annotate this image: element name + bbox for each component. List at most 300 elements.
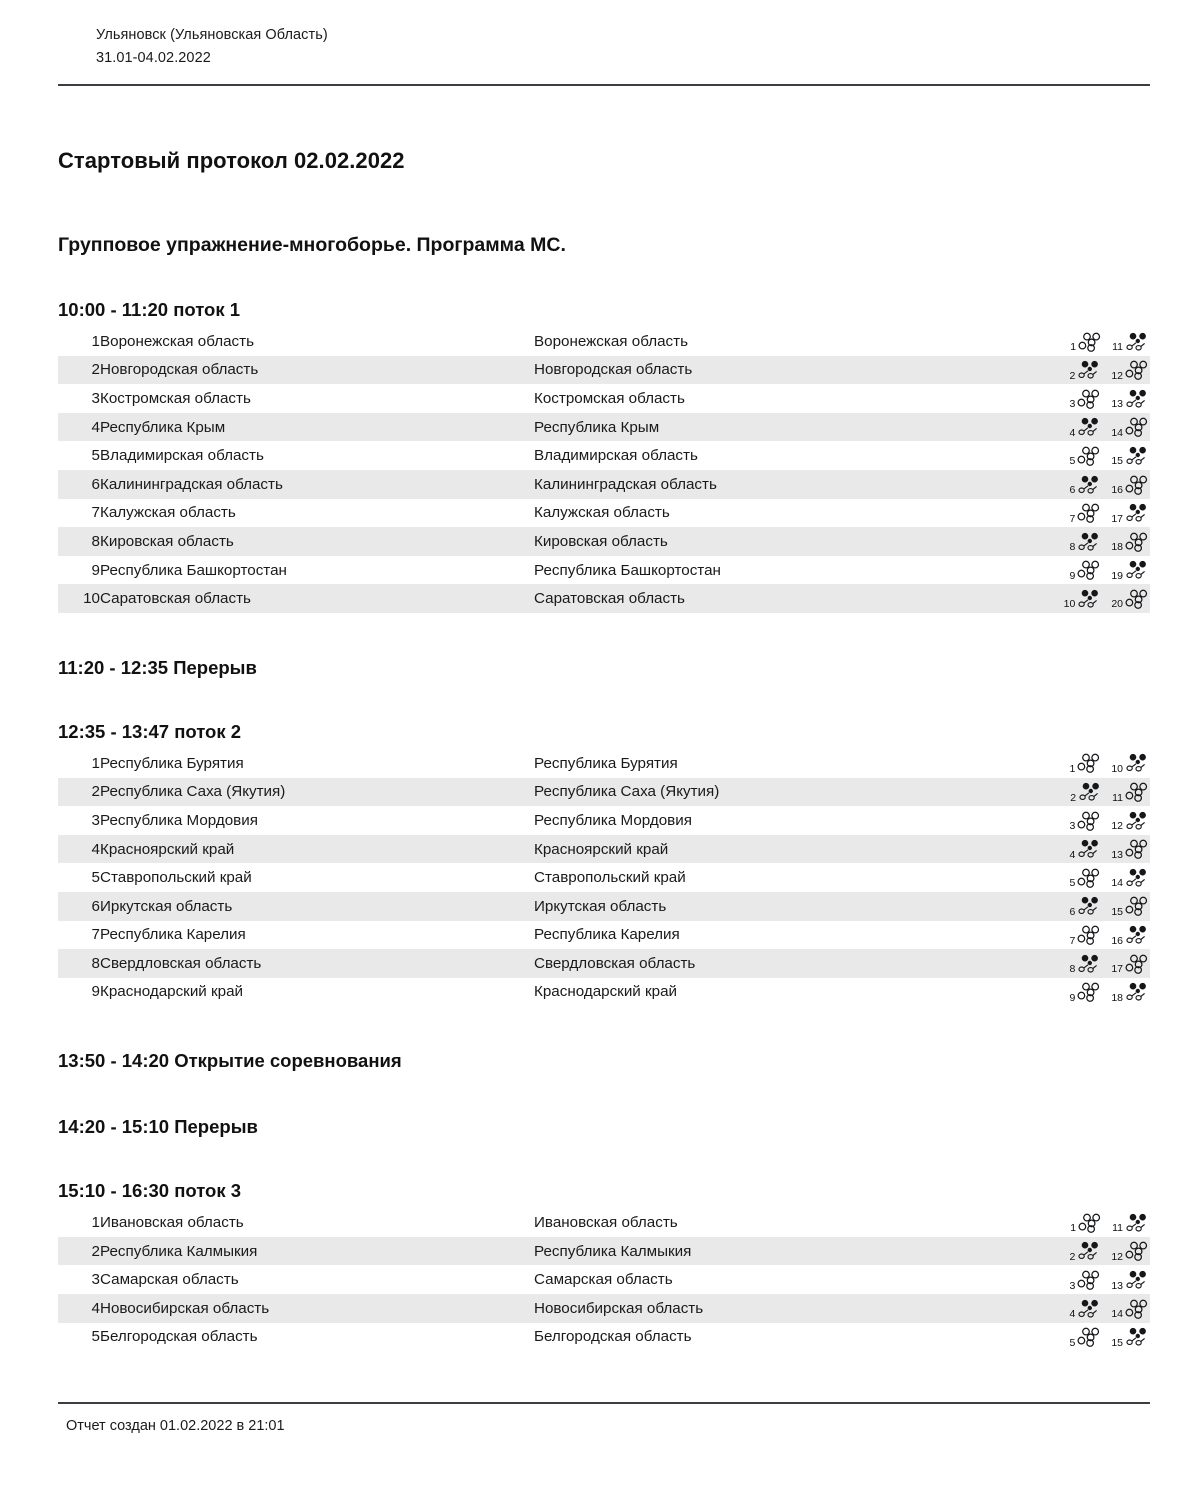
apparatus-order-number: 17: [1111, 512, 1123, 525]
row-order-number: 1: [91, 332, 100, 350]
row-order-number: 2: [91, 1242, 100, 1260]
balls-apparatus-icon: [1124, 896, 1150, 918]
clubs-apparatus-icon: [1077, 782, 1103, 804]
row-region-name: Краснодарский край: [534, 983, 678, 1001]
apparatus-slot: [1069, 868, 1102, 890]
apparatus-order-number: 1: [1069, 762, 1076, 775]
startlist-table-flow-1: [58, 327, 1150, 613]
row-team-name: Республика Калмыкия: [100, 1242, 258, 1260]
apparatus-order-number: 4: [1069, 1308, 1076, 1321]
apparatus-order-number: 5: [1069, 877, 1076, 890]
row-team-name: Ивановская область: [100, 1214, 244, 1232]
row-region-name: Красноярский край: [534, 840, 669, 858]
row-team-name: Свердловская область: [100, 954, 262, 972]
row-order-number: 9: [91, 983, 100, 1001]
apparatus-slot: [1070, 1213, 1103, 1235]
apparatus-slot: [1111, 446, 1150, 468]
apparatus-slot: [1069, 475, 1102, 497]
apparatus-group: [1064, 585, 1150, 611]
row-apparatus-cell: [964, 921, 1150, 950]
clubs-apparatus-icon: [1076, 954, 1102, 976]
apparatus-slot: [1069, 389, 1102, 411]
apparatus-order-number: 16: [1111, 484, 1123, 497]
row-order-number: 8: [91, 954, 100, 972]
clubs-apparatus-icon: [1124, 753, 1150, 775]
row-apparatus-cell: [964, 749, 1150, 778]
header-divider: [58, 84, 1150, 86]
table-row: [58, 1208, 1150, 1237]
balls-apparatus-icon: [1124, 782, 1150, 804]
row-order-number: 10: [83, 590, 100, 608]
table-row: [58, 441, 1150, 470]
clubs-apparatus-icon: [1124, 1213, 1150, 1235]
apparatus-slot: [1069, 532, 1102, 554]
row-region-name: Белгородская область: [534, 1328, 692, 1346]
apparatus-slot: [1064, 589, 1103, 611]
row-team-name: Костромская область: [100, 389, 251, 407]
apparatus-slot: [1112, 1213, 1150, 1235]
clubs-apparatus-icon: [1076, 532, 1102, 554]
apparatus-order-number: 19: [1111, 569, 1123, 582]
apparatus-group: [1069, 442, 1150, 468]
table-row: [58, 470, 1150, 499]
balls-apparatus-icon: [1124, 1241, 1150, 1263]
apparatus-group: [1069, 749, 1150, 775]
row-team-name: Иркутская область: [100, 897, 233, 915]
apparatus-group: [1069, 892, 1150, 918]
balls-apparatus-icon: [1124, 839, 1150, 861]
balls-apparatus-icon: [1076, 560, 1102, 582]
apparatus-order-number: 9: [1069, 569, 1076, 582]
table-row: [58, 778, 1150, 807]
clubs-apparatus-icon: [1124, 1270, 1150, 1292]
apparatus-slot: [1111, 925, 1150, 947]
apparatus-order-number: 4: [1069, 848, 1076, 861]
balls-apparatus-icon: [1077, 1213, 1103, 1235]
clubs-apparatus-icon: [1124, 811, 1150, 833]
apparatus-slot: [1069, 982, 1102, 1004]
row-region-name: Ивановская область: [534, 1214, 678, 1232]
row-team-name: Саратовская область: [100, 590, 251, 608]
document-header: [0, 0, 1188, 70]
clubs-apparatus-icon: [1124, 332, 1150, 354]
apparatus-group: [1069, 835, 1150, 861]
balls-apparatus-icon: [1076, 982, 1102, 1004]
apparatus-slot: [1111, 417, 1150, 439]
apparatus-group: [1069, 1323, 1150, 1349]
row-apparatus-cell: [964, 470, 1150, 499]
apparatus-slot: [1111, 1270, 1150, 1292]
row-region-name: Республика Башкортостан: [534, 561, 721, 579]
table-row: [58, 806, 1150, 835]
apparatus-group: [1069, 1266, 1150, 1292]
apparatus-order-number: 18: [1111, 541, 1123, 554]
row-order-number: 8: [91, 532, 100, 550]
apparatus-slot: [1111, 532, 1150, 554]
apparatus-order-number: 3: [1069, 398, 1076, 411]
break-heading-opening: 13:50 - 14:20 Открытие соревнования: [58, 1050, 402, 1072]
row-apparatus-cell: [964, 1237, 1150, 1266]
apparatus-order-number: 6: [1069, 484, 1076, 497]
apparatus-slot: [1111, 389, 1150, 411]
apparatus-order-number: 7: [1069, 934, 1076, 947]
row-team-name: Новгородская область: [100, 361, 259, 379]
table-row: [58, 1323, 1150, 1352]
balls-apparatus-icon: [1076, 753, 1102, 775]
row-apparatus-cell: [964, 584, 1150, 613]
apparatus-slot: [1111, 954, 1150, 976]
clubs-apparatus-icon: [1124, 925, 1150, 947]
apparatus-group: [1069, 921, 1150, 947]
apparatus-order-number: 13: [1111, 848, 1123, 861]
row-apparatus-cell: [964, 863, 1150, 892]
balls-apparatus-icon: [1124, 1299, 1150, 1321]
apparatus-slot: [1069, 560, 1102, 582]
row-team-name: Краснодарский край: [100, 983, 244, 1001]
balls-apparatus-icon: [1076, 1270, 1102, 1292]
row-apparatus-cell: [964, 806, 1150, 835]
table-row: [58, 1294, 1150, 1323]
balls-apparatus-icon: [1124, 417, 1150, 439]
row-team-name: Республика Бурятия: [100, 754, 244, 772]
apparatus-order-number: 8: [1069, 541, 1076, 554]
table-row: [58, 1237, 1150, 1266]
clubs-apparatus-icon: [1076, 839, 1102, 861]
row-region-name: Республика Мордовия: [534, 811, 692, 829]
apparatus-order-number: 2: [1069, 1250, 1076, 1263]
discipline-title: Групповое упражнение-многоборье. Программа МС.: [58, 234, 566, 256]
clubs-apparatus-icon: [1124, 446, 1150, 468]
apparatus-slot: [1069, 446, 1102, 468]
apparatus-group: [1069, 1237, 1150, 1263]
row-apparatus-cell: [964, 356, 1150, 385]
row-team-name: Белгородская область: [100, 1328, 258, 1346]
clubs-apparatus-icon: [1076, 475, 1102, 497]
apparatus-order-number: 14: [1111, 426, 1123, 439]
row-region-name: Республика Карелия: [534, 926, 680, 944]
row-apparatus-cell: [964, 1208, 1150, 1237]
apparatus-order-number: 13: [1111, 398, 1123, 411]
apparatus-order-number: 3: [1069, 820, 1076, 833]
row-region-name: Кировская область: [534, 532, 668, 550]
row-apparatus-cell: [964, 556, 1150, 585]
clubs-apparatus-icon: [1124, 503, 1150, 525]
row-region-name: Новосибирская область: [534, 1299, 704, 1317]
row-order-number: 7: [91, 504, 100, 522]
apparatus-group: [1069, 499, 1150, 525]
apparatus-order-number: 16: [1111, 934, 1123, 947]
table-row: [58, 835, 1150, 864]
balls-apparatus-icon: [1076, 925, 1102, 947]
startlist-table-flow-2: [58, 749, 1150, 1006]
row-apparatus-cell: [964, 527, 1150, 556]
apparatus-slot: [1111, 589, 1150, 611]
table-row: [58, 863, 1150, 892]
row-order-number: 3: [91, 1271, 100, 1289]
row-apparatus-cell: [964, 1265, 1150, 1294]
apparatus-slot: [1111, 560, 1150, 582]
row-order-number: 2: [91, 783, 100, 801]
row-team-name: Самарская область: [100, 1271, 239, 1289]
flow-heading-flow-2: 12:35 - 13:47 поток 2: [58, 720, 242, 742]
apparatus-slot: [1111, 1241, 1150, 1263]
balls-apparatus-icon: [1076, 868, 1102, 890]
footer-generated-text: Отчет создан 01.02.2022 в 21:01: [66, 1418, 285, 1434]
apparatus-slot: [1111, 868, 1150, 890]
clubs-apparatus-icon: [1076, 589, 1102, 611]
balls-apparatus-icon: [1076, 811, 1102, 833]
row-apparatus-cell: [964, 499, 1150, 528]
clubs-apparatus-icon: [1076, 1241, 1102, 1263]
apparatus-order-number: 10: [1063, 598, 1076, 611]
row-team-name: Калининградская область: [100, 475, 283, 493]
row-team-name: Красноярский край: [100, 840, 235, 858]
row-order-number: 5: [91, 869, 100, 887]
apparatus-slot: [1069, 753, 1102, 775]
balls-apparatus-icon: [1077, 332, 1103, 354]
flow-heading-flow-3: 15:10 - 16:30 поток 3: [58, 1180, 242, 1202]
table-row: [58, 892, 1150, 921]
apparatus-slot: [1111, 1327, 1150, 1349]
apparatus-order-number: 6: [1069, 905, 1076, 918]
clubs-apparatus-icon: [1076, 1299, 1102, 1321]
row-team-name: Республика Карелия: [100, 926, 246, 944]
row-team-name: Калужская область: [100, 504, 236, 522]
apparatus-slot: [1069, 1270, 1102, 1292]
apparatus-order-number: 11: [1112, 341, 1123, 354]
apparatus-group: [1069, 807, 1150, 833]
row-order-number: 3: [91, 389, 100, 407]
balls-apparatus-icon: [1076, 503, 1102, 525]
apparatus-slot: [1111, 475, 1150, 497]
table-row: [58, 584, 1150, 613]
apparatus-order-number: 12: [1111, 820, 1123, 833]
balls-apparatus-icon: [1124, 532, 1150, 554]
row-team-name: Ставропольский край: [100, 869, 252, 887]
apparatus-order-number: 5: [1069, 455, 1076, 468]
table-row: [58, 527, 1150, 556]
apparatus-order-number: 1: [1070, 1222, 1077, 1235]
row-team-name: Республика Башкортостан: [100, 561, 287, 579]
apparatus-order-number: 18: [1111, 991, 1123, 1004]
apparatus-group: [1070, 778, 1150, 804]
row-order-number: 1: [91, 1214, 100, 1232]
apparatus-order-number: 12: [1111, 1250, 1123, 1263]
balls-apparatus-icon: [1076, 446, 1102, 468]
table-row: [58, 356, 1150, 385]
schedule-container: [58, 299, 1150, 1351]
row-team-name: Новосибирская область: [100, 1299, 270, 1317]
apparatus-group: [1069, 864, 1150, 890]
clubs-apparatus-icon: [1124, 389, 1150, 411]
clubs-apparatus-icon: [1124, 560, 1150, 582]
row-order-number: 4: [91, 418, 100, 436]
apparatus-order-number: 11: [1112, 1222, 1123, 1235]
apparatus-slot: [1111, 982, 1150, 1004]
apparatus-slot: [1069, 954, 1102, 976]
row-order-number: 2: [91, 361, 100, 379]
row-region-name: Новгородская область: [534, 361, 693, 379]
apparatus-slot: [1111, 1299, 1150, 1321]
table-row: [58, 556, 1150, 585]
apparatus-slot: [1069, 1299, 1102, 1321]
apparatus-order-number: 10: [1111, 762, 1123, 775]
apparatus-slot: [1070, 332, 1103, 354]
apparatus-slot: [1069, 811, 1102, 833]
row-apparatus-cell: [964, 413, 1150, 442]
break-heading-break-2: 14:20 - 15:10 Перерыв: [58, 1116, 258, 1138]
row-order-number: 4: [91, 840, 100, 858]
balls-apparatus-icon: [1124, 360, 1150, 382]
row-apparatus-cell: [964, 327, 1150, 356]
row-region-name: Саратовская область: [534, 590, 685, 608]
row-order-number: 3: [91, 811, 100, 829]
apparatus-group: [1070, 1209, 1150, 1235]
apparatus-slot: [1069, 417, 1102, 439]
row-apparatus-cell: [964, 1294, 1150, 1323]
row-region-name: Свердловская область: [534, 954, 696, 972]
apparatus-order-number: 7: [1069, 512, 1076, 525]
startlist-table-flow-3: [58, 1208, 1150, 1351]
apparatus-group: [1070, 328, 1150, 354]
row-team-name: Республика Крым: [100, 418, 226, 436]
balls-apparatus-icon: [1124, 589, 1150, 611]
apparatus-group: [1069, 950, 1150, 976]
apparatus-slot: [1069, 925, 1102, 947]
apparatus-order-number: 14: [1111, 877, 1123, 890]
clubs-apparatus-icon: [1124, 982, 1150, 1004]
apparatus-order-number: 9: [1069, 991, 1076, 1004]
apparatus-group: [1069, 471, 1150, 497]
row-region-name: Костромская область: [534, 389, 685, 407]
row-apparatus-cell: [964, 778, 1150, 807]
row-order-number: 1: [91, 754, 100, 772]
row-region-name: Воронежская область: [534, 332, 688, 350]
table-row: [58, 949, 1150, 978]
apparatus-order-number: 2: [1070, 791, 1077, 804]
apparatus-group: [1069, 413, 1150, 439]
clubs-apparatus-icon: [1076, 896, 1102, 918]
row-apparatus-cell: [964, 384, 1150, 413]
balls-apparatus-icon: [1076, 1327, 1102, 1349]
page-title: Стартовый протокол 02.02.2022: [58, 148, 405, 173]
row-region-name: Республика Калмыкия: [534, 1242, 692, 1260]
apparatus-order-number: 17: [1111, 963, 1123, 976]
row-order-number: 5: [91, 1328, 100, 1346]
balls-apparatus-icon: [1124, 954, 1150, 976]
row-region-name: Ставропольский край: [534, 869, 686, 887]
apparatus-group: [1069, 556, 1150, 582]
apparatus-order-number: 1: [1070, 341, 1077, 354]
apparatus-order-number: 20: [1111, 598, 1123, 611]
break-heading-break-1: 11:20 - 12:35 Перерыв: [58, 656, 257, 678]
clubs-apparatus-icon: [1124, 1327, 1150, 1349]
flow-heading-flow-1: 10:00 - 11:20 поток 1: [58, 299, 241, 320]
row-apparatus-cell: [964, 1323, 1150, 1352]
row-apparatus-cell: [964, 978, 1150, 1007]
table-row: [58, 1265, 1150, 1294]
row-apparatus-cell: [964, 835, 1150, 864]
apparatus-order-number: 8: [1069, 963, 1076, 976]
row-region-name: Самарская область: [534, 1271, 673, 1289]
apparatus-slot: [1111, 360, 1150, 382]
clubs-apparatus-icon: [1124, 868, 1150, 890]
apparatus-slot: [1070, 782, 1103, 804]
row-order-number: 4: [91, 1299, 100, 1317]
apparatus-order-number: 12: [1111, 369, 1123, 382]
apparatus-order-number: 15: [1111, 1336, 1123, 1349]
row-apparatus-cell: [964, 949, 1150, 978]
clubs-apparatus-icon: [1076, 360, 1102, 382]
row-apparatus-cell: [964, 441, 1150, 470]
apparatus-order-number: 4: [1069, 426, 1076, 439]
table-row: [58, 384, 1150, 413]
apparatus-slot: [1069, 360, 1102, 382]
row-team-name: Республика Мордовия: [100, 811, 258, 829]
apparatus-slot: [1069, 839, 1102, 861]
apparatus-order-number: 11: [1112, 791, 1123, 804]
balls-apparatus-icon: [1124, 475, 1150, 497]
apparatus-slot: [1069, 503, 1102, 525]
clubs-apparatus-icon: [1076, 417, 1102, 439]
table-row: [58, 749, 1150, 778]
row-region-name: Владимирская область: [534, 447, 698, 465]
apparatus-slot: [1069, 896, 1102, 918]
row-order-number: 7: [91, 926, 100, 944]
row-order-number: 9: [91, 561, 100, 579]
table-row: [58, 413, 1150, 442]
row-region-name: Республика Бурятия: [534, 754, 678, 772]
row-region-name: Республика Саха (Якутия): [534, 783, 720, 801]
apparatus-order-number: 14: [1111, 1308, 1123, 1321]
document-footer: [0, 1402, 1188, 1434]
apparatus-group: [1069, 528, 1150, 554]
header-venue: Ульяновск (Ульяновская Область): [96, 27, 328, 43]
row-apparatus-cell: [964, 892, 1150, 921]
apparatus-slot: [1112, 782, 1150, 804]
apparatus-slot: [1111, 839, 1150, 861]
row-region-name: Республика Крым: [534, 418, 660, 436]
apparatus-order-number: 5: [1069, 1336, 1076, 1349]
apparatus-slot: [1069, 1241, 1102, 1263]
row-team-name: Воронежская область: [100, 332, 254, 350]
apparatus-slot: [1111, 753, 1150, 775]
table-row: [58, 327, 1150, 356]
apparatus-order-number: 15: [1111, 455, 1123, 468]
table-row: [58, 978, 1150, 1007]
table-row: [58, 499, 1150, 528]
apparatus-order-number: 3: [1069, 1279, 1076, 1292]
row-team-name: Республика Саха (Якутия): [100, 783, 286, 801]
row-team-name: Кировская область: [100, 532, 234, 550]
row-order-number: 6: [91, 897, 100, 915]
apparatus-slot: [1111, 811, 1150, 833]
row-region-name: Калужская область: [534, 504, 670, 522]
apparatus-group: [1069, 978, 1150, 1004]
apparatus-slot: [1112, 332, 1150, 354]
apparatus-group: [1069, 1295, 1150, 1321]
apparatus-slot: [1111, 896, 1150, 918]
row-order-number: 5: [91, 447, 100, 465]
row-region-name: Калининградская область: [534, 475, 717, 493]
apparatus-slot: [1069, 1327, 1102, 1349]
apparatus-group: [1069, 356, 1150, 382]
apparatus-group: [1069, 385, 1150, 411]
document-content: [0, 148, 1188, 1351]
row-team-name: Владимирская область: [100, 447, 264, 465]
apparatus-order-number: 13: [1111, 1279, 1123, 1292]
row-region-name: Иркутская область: [534, 897, 667, 915]
